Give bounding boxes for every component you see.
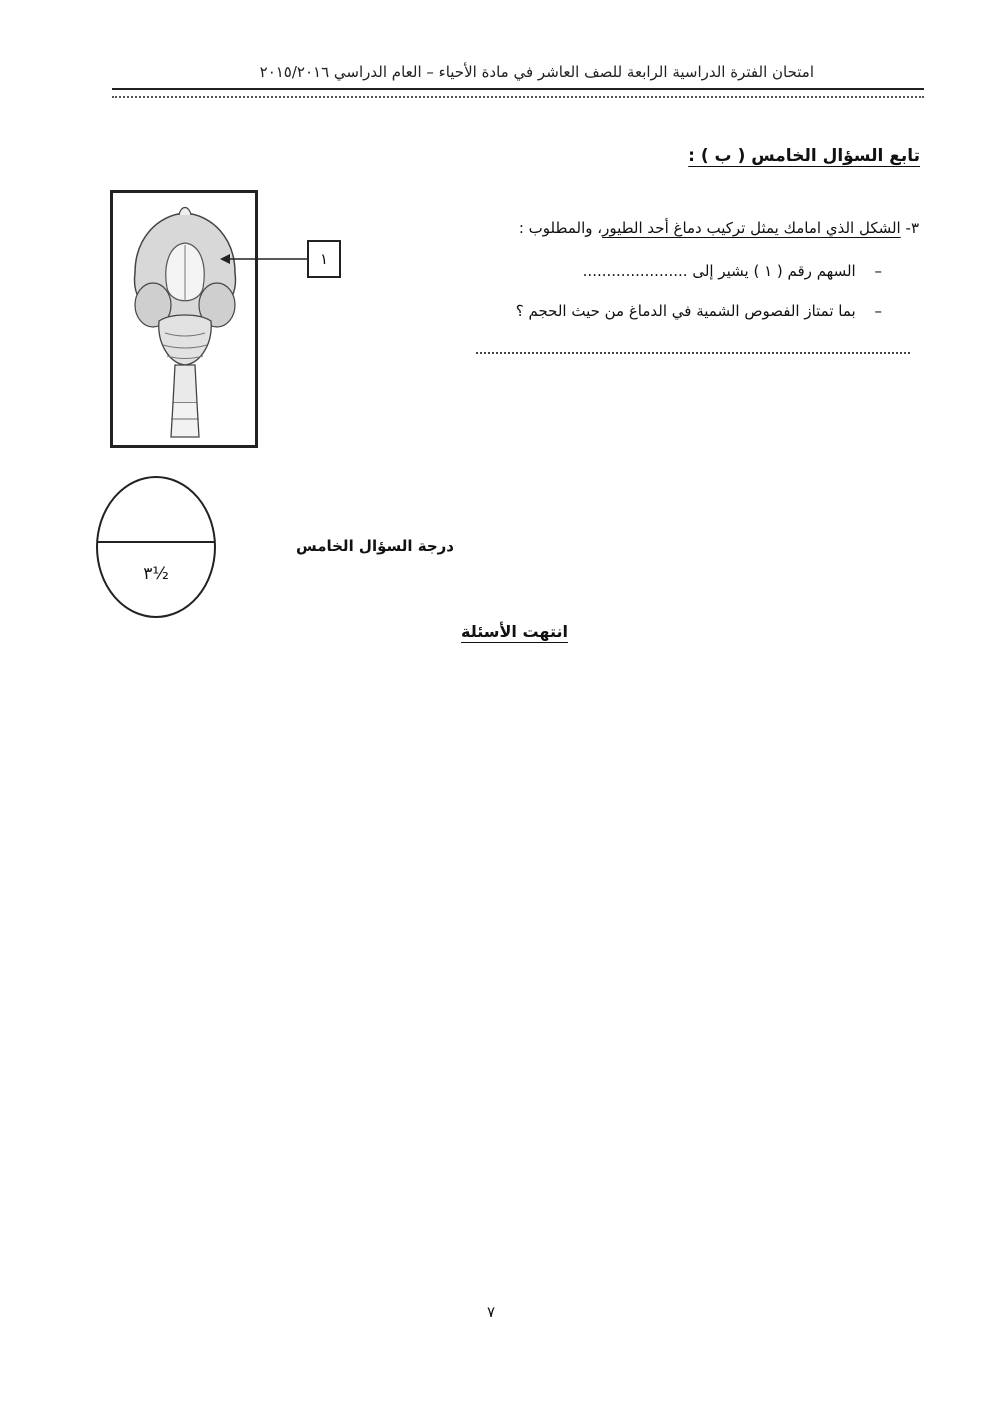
sub-question-dash: – — [874, 302, 882, 320]
grade-label: درجة السؤال الخامس — [296, 537, 454, 555]
end-of-questions: انتهت الأسئلة — [461, 622, 568, 641]
sub-question-dash: – — [874, 262, 882, 280]
header-rule — [112, 88, 924, 98]
bird-brain-figure — [110, 190, 258, 448]
exam-header: امتحان الفترة الدراسية الرابعة للصف العاشر في مادة الأحياء – العام الدراسي ٢٠١٥/٢٠١٦ — [259, 63, 814, 81]
arrow-pointer — [220, 240, 310, 280]
section-title: تابع السؤال الخامس ( ب ) : — [688, 146, 920, 166]
question-prompt-rest: ، والمطلوب : — [518, 219, 603, 237]
answer-line[interactable] — [476, 340, 910, 354]
question-number: ٣- — [905, 219, 919, 237]
sub-question-text: بما تمتاز الفصوص الشمية في الدماغ من حيث الحجم ؟ — [515, 302, 856, 320]
grade-fraction: ٣½ — [143, 564, 169, 584]
question-prompt — [519, 219, 919, 237]
sub-question-2 — [516, 302, 882, 320]
question-prompt-underlined: الشكل الذي امامك يمثل تركيب دماغ أحد الطيور — [602, 219, 901, 237]
sub-question-text: السهم رقم ( ١ ) يشير إلى ...................... — [582, 262, 856, 280]
bird-brain-drawing — [113, 193, 255, 445]
sub-question-1 — [583, 262, 882, 280]
grade-circle — [94, 474, 218, 620]
figure-label-box: ١ — [307, 240, 341, 278]
page-number: ٧ — [487, 1303, 496, 1321]
